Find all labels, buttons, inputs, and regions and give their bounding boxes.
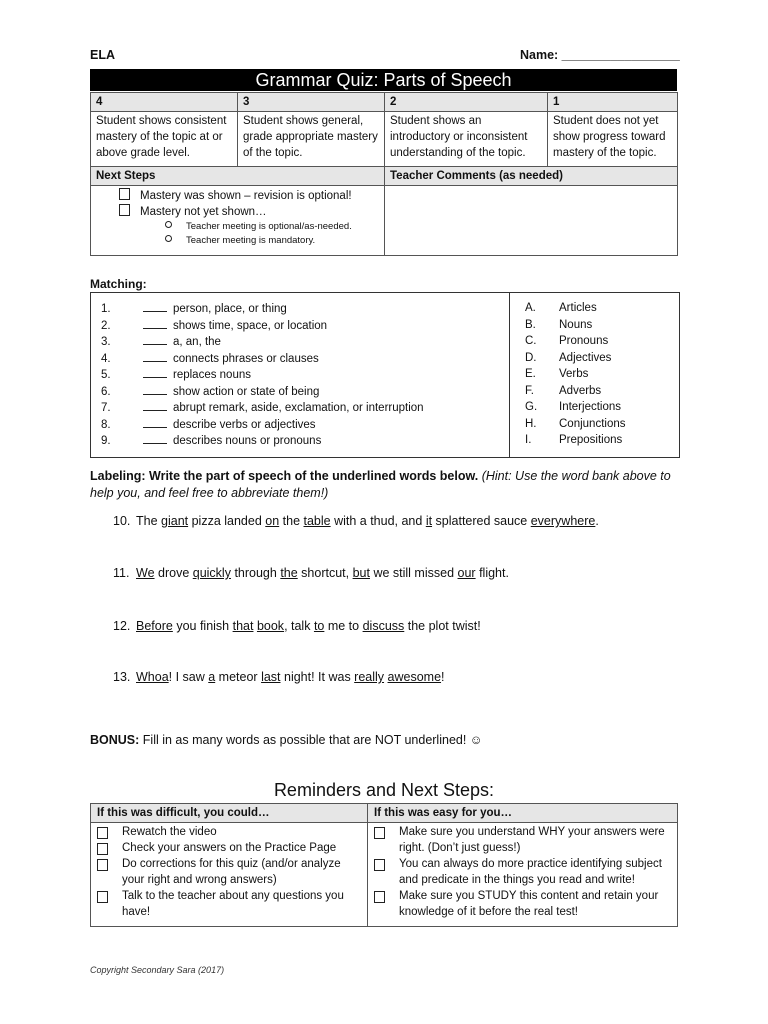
option-letter: E. <box>525 368 536 380</box>
sentence-text: with a thud, and <box>330 514 426 528</box>
rubric-desc-4: Student shows consistent mastery of the topic at or above grade level. <box>91 112 238 167</box>
easy-heading: If this was easy for you… <box>368 804 678 823</box>
underlined-word: We <box>136 566 155 580</box>
bonus-text: Fill in as many words as possible that are NOT underlined! ☺ <box>139 733 483 747</box>
option-text: Verbs <box>559 368 589 380</box>
checkbox-icon[interactable] <box>119 188 130 200</box>
underlined-word: our <box>457 566 476 580</box>
bonus-line <box>90 733 483 747</box>
labeling-question <box>113 514 599 528</box>
underlined-word: it <box>425 514 433 528</box>
sentence-text: splattered sauce <box>432 514 531 528</box>
labeling-heading: Labeling: Write the part of speech of the underlined words below. <box>90 469 479 483</box>
item-number: 9. <box>101 435 111 447</box>
matching-option <box>525 350 611 366</box>
question-number: 11. <box>113 566 130 580</box>
matching-item <box>101 416 316 432</box>
sentence-text: ! I saw <box>168 670 209 684</box>
sentence-text: me to <box>324 619 363 633</box>
copyright-footer: Copyright Secondary Sara (2017) <box>90 965 225 975</box>
difficult-heading: If this was difficult, you could… <box>91 804 368 823</box>
circle-bullet-icon <box>165 235 172 242</box>
answer-blank[interactable] <box>143 366 167 378</box>
rubric-table <box>90 92 678 256</box>
option-text: Pronouns <box>559 335 609 347</box>
option-letter: H. <box>525 417 537 430</box>
item-text: connects phrases or clauses <box>173 352 319 365</box>
option-letter: G. <box>525 401 538 413</box>
underlined-word: that <box>232 619 254 633</box>
labeling-question <box>113 619 481 633</box>
answer-blank[interactable] <box>143 300 167 312</box>
item-number: 6. <box>101 385 111 398</box>
labeling-question <box>113 670 445 684</box>
item-text: a, an, the <box>173 336 221 348</box>
underlined-word: on <box>265 514 280 528</box>
reminder-text: Rewatch the video <box>122 826 217 838</box>
option-letter: I. <box>525 434 532 446</box>
option-letter: F. <box>525 384 534 397</box>
next-step-not-mastered[interactable]: Mastery not yet shown… <box>119 204 379 220</box>
option-letter: D. <box>525 351 537 364</box>
question-number: 10. <box>113 514 131 528</box>
item-text: replaces nouns <box>173 369 251 381</box>
item-text: shows time, space, or location <box>173 319 328 332</box>
teacher-comments-box[interactable] <box>385 186 678 256</box>
reminder-text: You can always do more practice identifying subject and predicate in the things you read and write! <box>399 858 662 886</box>
item-number: 3. <box>101 336 111 348</box>
matching-item <box>101 366 251 382</box>
reminder-item <box>97 888 361 920</box>
sentence-text: meteor <box>215 670 262 684</box>
matching-option <box>525 383 601 399</box>
page-title: Grammar Quiz: Parts of Speech <box>90 69 677 91</box>
matching-option <box>525 333 608 349</box>
next-steps-heading: Next Steps <box>91 167 385 186</box>
underlined-word: but <box>352 566 370 580</box>
rubric-score-1: 1 <box>548 93 678 112</box>
sentence-text: the plot twist! <box>404 619 481 633</box>
rubric-score-2: 2 <box>385 93 548 112</box>
sentence-text: you finish <box>172 619 233 633</box>
difficult-list <box>91 823 368 927</box>
checkbox-icon[interactable] <box>97 859 108 871</box>
matching-item <box>101 432 321 448</box>
matching-item <box>101 383 319 399</box>
matching-option <box>525 432 622 448</box>
reminder-text: Make sure you STUDY this content and retain your knowledge of it before the real test! <box>399 890 659 918</box>
reminder-text: Do corrections for this quiz (and/or analyze your right and wrong answers) <box>122 858 341 886</box>
labeling-instructions <box>90 468 690 502</box>
reminder-text: Check your answers on the Practice Page <box>122 842 337 854</box>
reminder-item <box>97 856 361 888</box>
matching-option <box>525 300 597 316</box>
sentence-text: the <box>279 514 304 528</box>
reminder-text: Talk to the teacher about any questions you have! <box>122 890 344 918</box>
labeling-question <box>113 566 509 580</box>
matching-option <box>525 317 592 333</box>
option-text: Interjections <box>559 401 622 413</box>
item-number: 2. <box>101 319 111 332</box>
sub-step-optional: Teacher meeting is optional/as-needed. <box>119 220 379 234</box>
reminder-item <box>374 856 671 888</box>
matching-item <box>101 350 319 366</box>
underlined-word: the <box>280 566 298 580</box>
checkbox-icon[interactable] <box>374 859 385 871</box>
option-text: Prepositions <box>559 434 623 446</box>
underlined-word: Whoa <box>136 670 169 684</box>
underlined-word: Before <box>136 619 173 633</box>
checkbox-icon[interactable] <box>97 827 108 839</box>
matching-heading: Matching: <box>90 277 147 291</box>
option-text: Conjunctions <box>559 417 626 430</box>
matching-box <box>90 292 680 458</box>
underlined-word: awesome <box>387 670 442 684</box>
rubric-desc-2: Student shows an introductory or inconsistent understanding of the topic. <box>385 112 548 167</box>
sub-step-mandatory: Teacher meeting is mandatory. <box>119 234 379 248</box>
underlined-word: really <box>354 670 385 684</box>
underlined-word: to <box>313 619 325 633</box>
next-steps-box <box>91 186 385 256</box>
underlined-word: a <box>208 670 216 684</box>
bonus-label: BONUS: <box>90 733 140 747</box>
question-number: 13. <box>113 670 131 684</box>
option-text: Adverbs <box>559 384 602 397</box>
option-text: Nouns <box>559 318 593 331</box>
reminder-text: Make sure you understand WHY your answers were right. (Don’t just guess!) <box>399 826 665 854</box>
answer-blank[interactable] <box>143 317 167 329</box>
option-letter: A. <box>525 302 536 314</box>
matching-option <box>525 416 625 432</box>
reminder-item <box>374 824 671 856</box>
rubric-score-3: 3 <box>238 93 385 112</box>
checkbox-icon[interactable] <box>97 843 108 855</box>
item-number: 7. <box>101 402 111 414</box>
column-divider <box>509 293 510 457</box>
option-letter: B. <box>525 318 536 331</box>
item-text: describes nouns or pronouns <box>173 435 322 447</box>
sentence-text: flight. <box>475 566 509 580</box>
option-text: Articles <box>559 302 597 314</box>
answer-blank[interactable] <box>143 383 167 395</box>
next-step-mastered[interactable]: Mastery was shown – revision is optional! <box>119 188 379 204</box>
item-text: show action or state of being <box>173 385 320 398</box>
underlined-word: book <box>256 619 285 633</box>
answer-blank[interactable] <box>143 350 167 362</box>
underlined-word: table <box>303 514 331 528</box>
checkbox-icon[interactable] <box>374 827 385 839</box>
circle-bullet-icon <box>165 221 172 228</box>
answer-blank[interactable] <box>143 333 167 345</box>
item-number: 5. <box>101 369 111 381</box>
sentence-text: through <box>230 566 281 580</box>
reminders-table <box>90 803 678 927</box>
item-number: 1. <box>101 303 111 315</box>
rubric-desc-1: Student does not yet show progress toward mastery of the topic. <box>548 112 678 167</box>
matching-item <box>101 399 424 415</box>
sentence-text: shortcut, <box>297 566 353 580</box>
easy-list <box>368 823 678 927</box>
rubric-score-4: 4 <box>91 93 238 112</box>
item-text: abrupt remark, aside, exclamation, or interruption <box>173 402 424 414</box>
underlined-word: discuss <box>362 619 405 633</box>
sentence-text: night! It was <box>280 670 355 684</box>
subject-label: ELA <box>90 48 115 62</box>
answer-blank[interactable] <box>143 399 167 411</box>
sentence-text: we still missed <box>369 566 458 580</box>
rubric-desc-3: Student shows general, grade appropriate mastery of the topic. <box>238 112 385 167</box>
matching-item <box>101 317 327 333</box>
underlined-word: quickly <box>192 566 231 580</box>
underlined-word: giant <box>161 514 189 528</box>
option-letter: C. <box>525 335 537 347</box>
item-text: describe verbs or adjectives <box>173 418 316 431</box>
sentence-text: pizza landed <box>188 514 266 528</box>
sentence-text: drove <box>154 566 193 580</box>
underlined-word: everywhere <box>530 514 596 528</box>
item-text: person, place, or thing <box>173 303 287 315</box>
teacher-comments-heading: Teacher Comments (as needed) <box>385 167 678 186</box>
item-number: 4. <box>101 352 111 365</box>
item-number: 8. <box>101 418 111 431</box>
answer-blank[interactable] <box>143 416 167 428</box>
sentence-text: The <box>136 514 162 528</box>
checkbox-icon[interactable] <box>374 891 385 903</box>
matching-item <box>101 300 287 316</box>
underlined-word: last <box>261 670 281 684</box>
option-text: Adjectives <box>559 351 612 364</box>
sentence-text: ! <box>441 670 445 684</box>
reminder-item <box>97 824 361 840</box>
reminders-title: Reminders and Next Steps: <box>273 780 495 800</box>
checkbox-icon[interactable] <box>119 204 130 216</box>
matching-option <box>525 366 588 382</box>
matching-item <box>101 333 221 349</box>
checkbox-icon[interactable] <box>97 891 108 903</box>
answer-blank[interactable] <box>143 432 167 444</box>
name-field[interactable]: Name: _________________ <box>520 48 680 62</box>
labeling-hint: (Hint: Use the word bank above to help you, and feel free to abbreviate them!) <box>90 469 671 500</box>
sentence-text: . <box>595 514 599 528</box>
matching-option <box>525 399 621 415</box>
sentence-text: , talk <box>284 619 314 633</box>
reminder-item <box>97 840 361 856</box>
question-number: 12. <box>113 619 131 633</box>
reminder-item <box>374 888 671 920</box>
